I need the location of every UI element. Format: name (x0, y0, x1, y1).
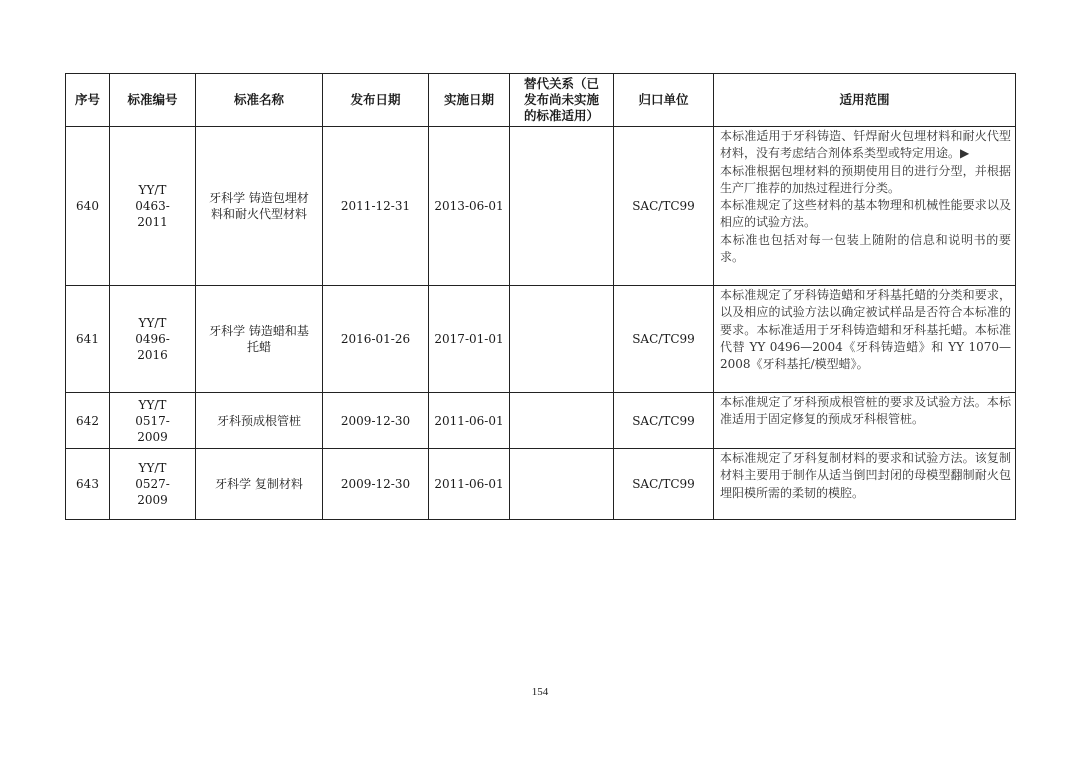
cell-unit: SAC/TC99 (614, 393, 714, 449)
standards-table (65, 73, 1016, 520)
cell-issue-date: 2009-12-30 (323, 393, 429, 449)
table-row (66, 286, 1016, 393)
cell-seq: 640 (66, 127, 110, 286)
cell-name: 牙科学 铸造蜡和基托蜡 (196, 286, 323, 393)
table-header-row (66, 74, 1016, 127)
cell-replaces (510, 286, 614, 393)
scope-paragraph: 本标准也包括对每一包装上随附的信息和说明书的要求。 (720, 232, 1011, 265)
cell-code: YY/T 0463-2011 (110, 127, 196, 286)
cell-seq: 642 (66, 393, 110, 449)
cell-replaces (510, 127, 614, 286)
cell-code: YY/T 0496-2016 (110, 286, 196, 393)
page-number: 154 (531, 686, 549, 698)
cell-scope (714, 449, 1016, 520)
cell-unit: SAC/TC99 (614, 286, 714, 393)
cell-seq: 641 (66, 286, 110, 393)
header-unit: 归口单位 (614, 74, 714, 127)
cell-issue-date: 2016-01-26 (323, 286, 429, 393)
cell-scope (714, 127, 1016, 286)
cell-replaces (510, 449, 614, 520)
cell-issue-date: 2009-12-30 (323, 449, 429, 520)
cell-unit: SAC/TC99 (614, 449, 714, 520)
header-replaces: 替代关系（已发布尚未实施的标准适用） (510, 74, 614, 127)
scope-paragraph: 本标准规定了牙科预成根管桩的要求及试验方法。本标准适用于固定修复的预成牙科根管桩。 (720, 395, 1011, 427)
header-issue-date: 发布日期 (323, 74, 429, 127)
scope-paragraph: 本标准规定了牙科铸造蜡和牙科基托蜡的分类和要求，以及相应的试验方法以确定被试样品是否符合本标准的要求。本标准适用于牙科铸造蜡和牙科基托蜡。本标准代替 YY 0496—2004《牙科铸造蜡》和 YY 1070—2008《牙科基托/模型蜡》。 (720, 288, 1011, 372)
table-row (66, 393, 1016, 449)
cell-effective-date: 2013-06-01 (429, 127, 510, 286)
scope-paragraph: 本标准规定了这些材料的基本物理和机械性能要求以及相应的试验方法。 (720, 198, 1011, 230)
cell-name: 牙科学 复制材料 (196, 449, 323, 520)
header-scope: 适用范围 (714, 74, 1016, 127)
scope-paragraph: 本标准规定了牙科复制材料的要求和试验方法。该复制材料主要用于制作从适当倒凹封闭的母模型翻制耐火包埋阳模所需的柔韧的模腔。 (720, 451, 1011, 500)
header-seq: 序号 (66, 74, 110, 127)
cell-scope (714, 286, 1016, 393)
cell-code: YY/T 0517-2009 (110, 393, 196, 449)
table-row (66, 449, 1016, 520)
cell-name: 牙科预成根管桩 (196, 393, 323, 449)
cell-name: 牙科学 铸造包埋材料和耐火代型材料 (196, 127, 323, 286)
header-code: 标准编号 (110, 74, 196, 127)
scope-paragraph: 本标准根据包埋材料的预期使用目的进行分型，并根据生产厂推荐的加热过程进行分类。 (720, 163, 1011, 195)
cell-effective-date: 2017-01-01 (429, 286, 510, 393)
cell-code: YY/T 0527-2009 (110, 449, 196, 520)
cell-unit: SAC/TC99 (614, 127, 714, 286)
cell-effective-date: 2011-06-01 (429, 393, 510, 449)
header-name: 标准名称 (196, 74, 323, 127)
scope-paragraph: 本标准适用于牙科铸造、钎焊耐火包埋材料和耐火代型材料，没有考虑结合剂体系类型或特定用途。▶ (720, 129, 1011, 161)
cell-seq: 643 (66, 449, 110, 520)
cell-scope (714, 393, 1016, 449)
cell-effective-date: 2011-06-01 (429, 449, 510, 520)
table-row (66, 127, 1016, 286)
cell-issue-date: 2011-12-31 (323, 127, 429, 286)
cell-replaces (510, 393, 614, 449)
header-effective-date: 实施日期 (429, 74, 510, 127)
